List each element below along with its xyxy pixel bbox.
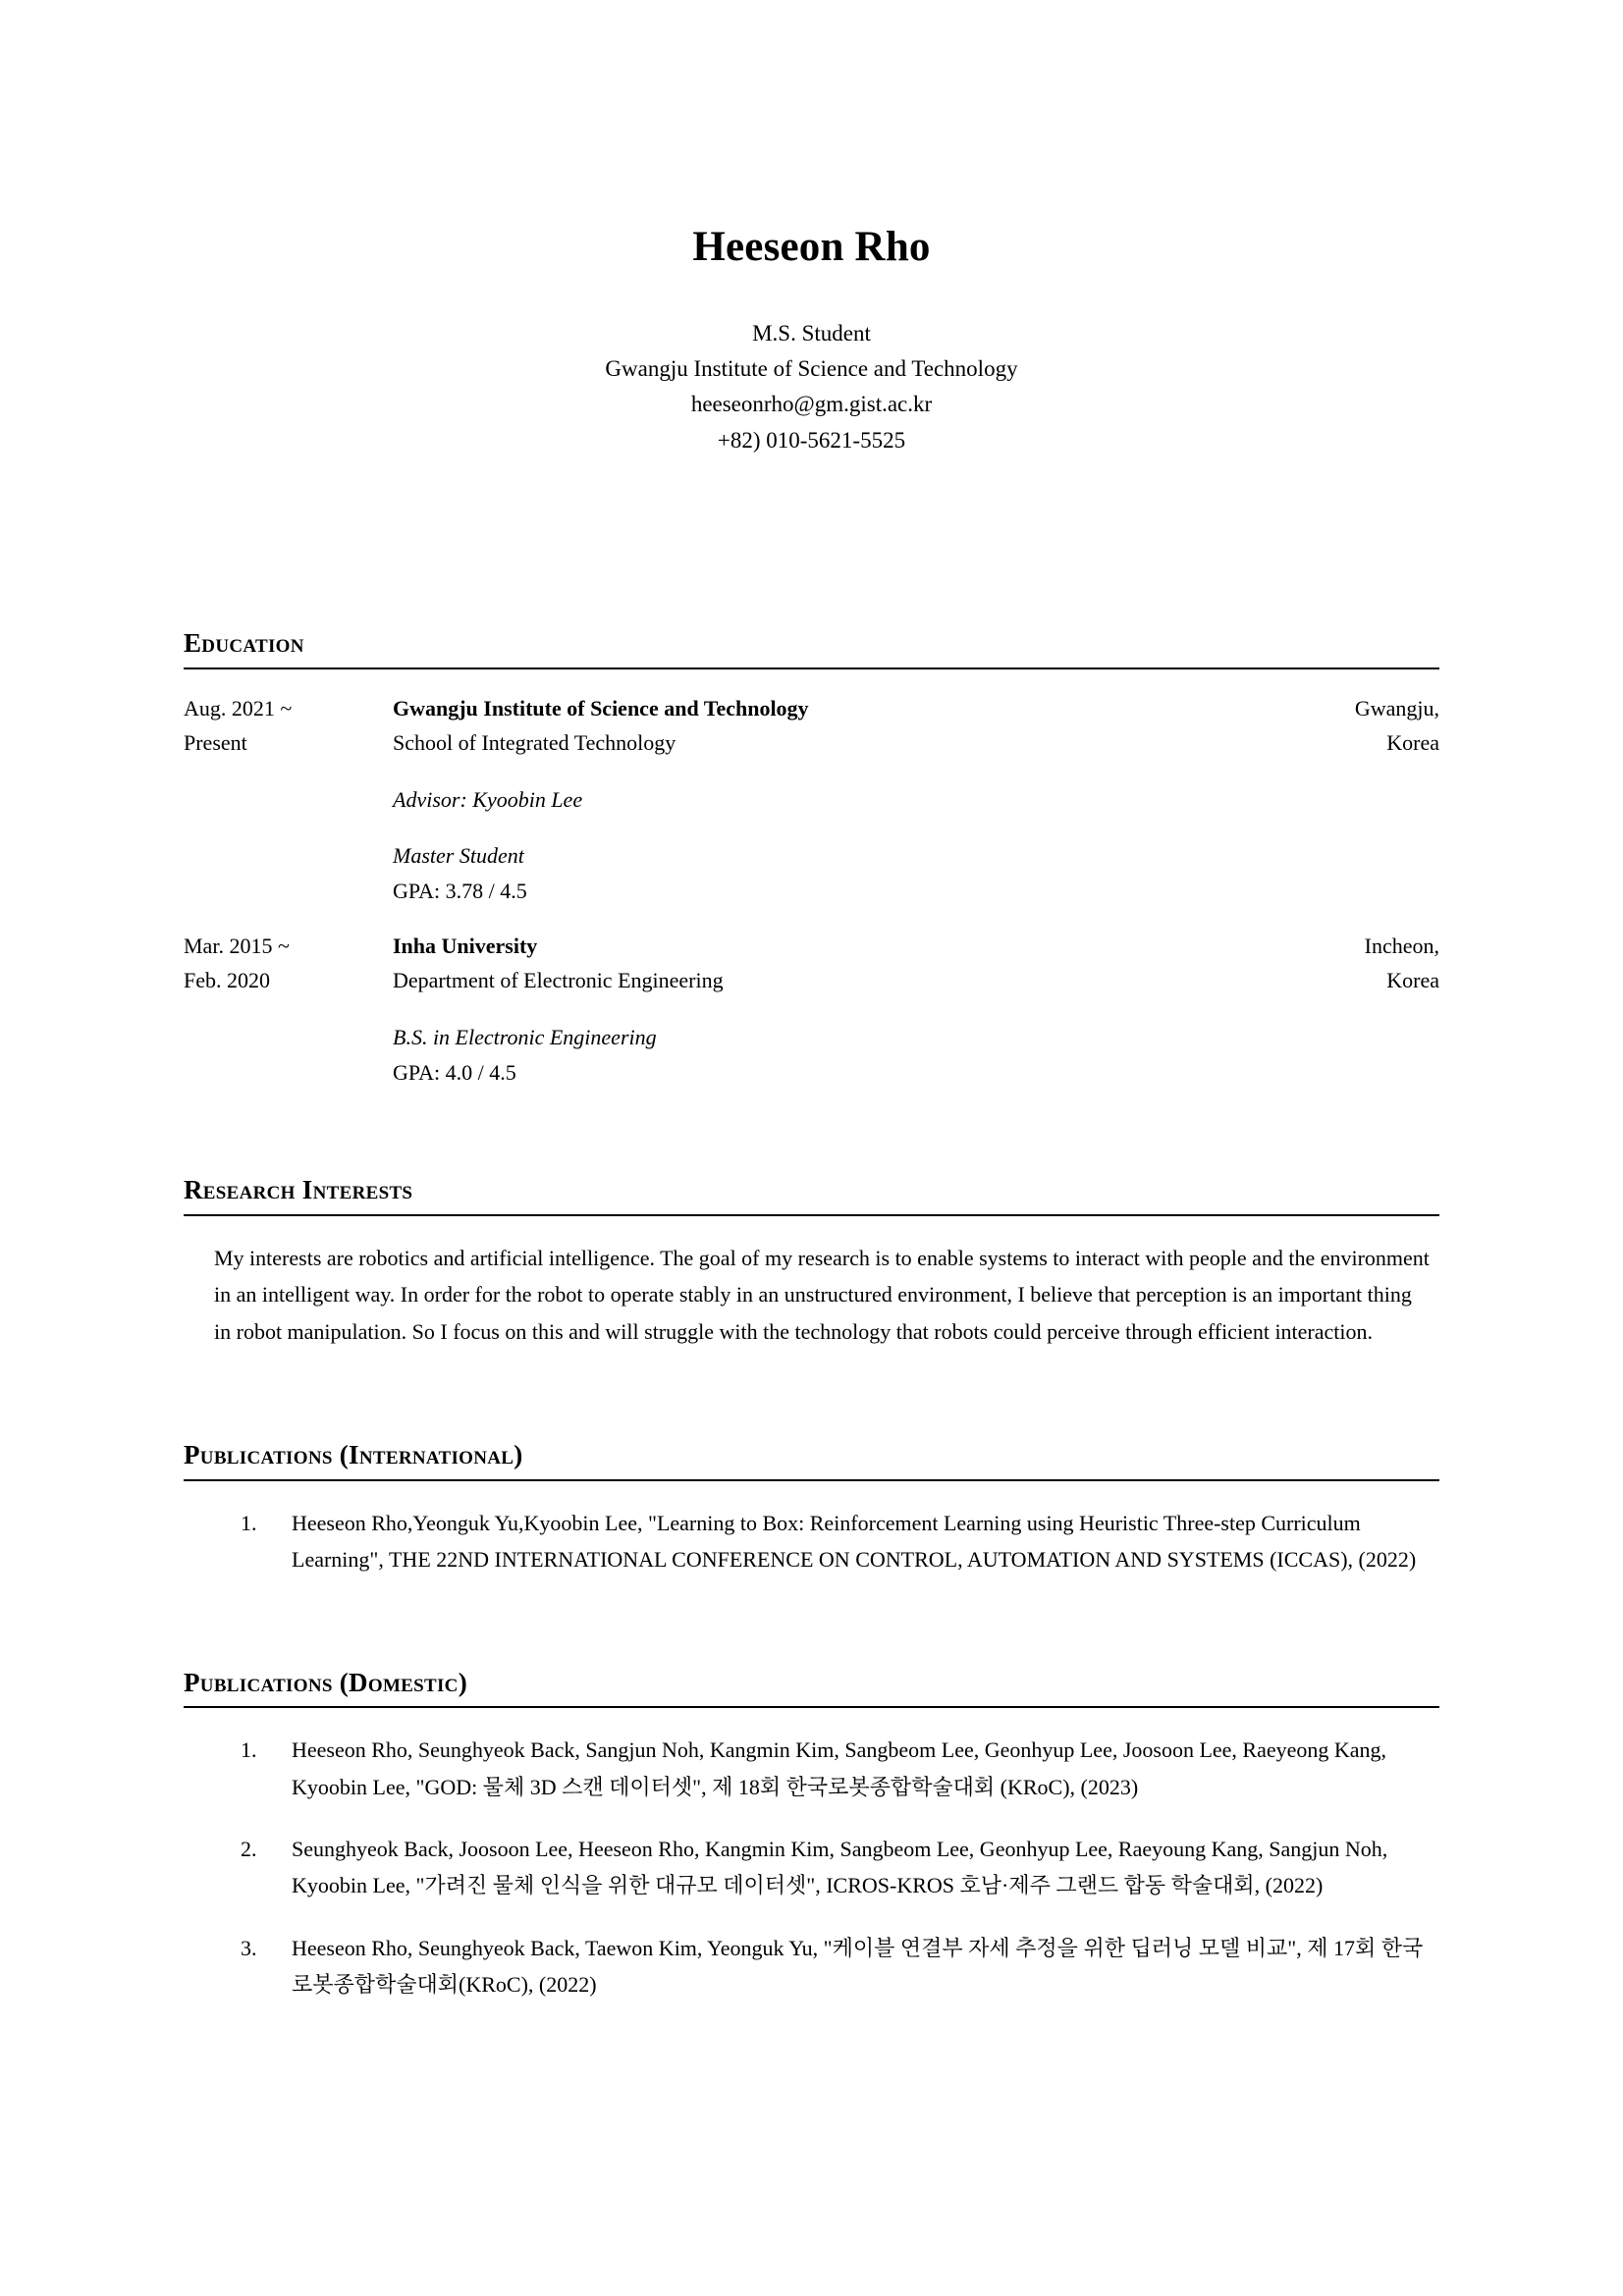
education-location (1214, 929, 1439, 998)
education-date-start: Mar. 2015 ~ (184, 933, 290, 958)
education-degree: B.S. in Electronic Engineering (393, 1024, 657, 1049)
section-heading-publications-international: Publications (International) (184, 1440, 523, 1470)
education-list (184, 691, 1439, 1091)
section-publications-international (184, 1441, 1439, 1577)
contact-block (184, 316, 1439, 458)
list-item (184, 1505, 1439, 1578)
publication-citation: Heeseon Rho, Seunghyeok Back, Sangjun Noh, Kangmin Kim, Sangbeom Lee, Geonhyup Lee, Joosoon Lee, Raeyeong Kang, Kyoobin Lee, "GOD: 물체 3D 스캔 데이터셋", 제 18회 한국로봇종합학술대회 (KRoC), (2023) (292, 1737, 1387, 1799)
list-item (184, 1732, 1439, 1805)
section-divider (184, 1214, 1439, 1216)
research-interests-body: My interests are robotics and artificial intelligence. The goal of my research is to enable systems to interact with people and the environment in an intelligent way. In order for the robot to operate stably in an unstructured environment, I believe that perception is an important thing in robot manipulation. So I focus on this and will struggle with the technology that robots could perceive through efficient interaction. (214, 1245, 1430, 1344)
list-item (184, 1930, 1439, 2003)
education-gpa: GPA: 4.0 / 4.5 (393, 1059, 516, 1085)
section-heading-education: Education (184, 627, 304, 658)
education-department: Department of Electronic Engineering (393, 968, 724, 993)
contact-affiliation: Gwangju Institute of Science and Technology (605, 355, 1018, 381)
section-divider (184, 667, 1439, 669)
section-publications-domestic (184, 1669, 1439, 2003)
list-item-number: 2. (241, 1837, 257, 1862)
education-date-start: Aug. 2021 ~ (184, 695, 293, 721)
education-details (393, 691, 1214, 909)
publications-domestic-list (184, 1732, 1439, 2002)
section-divider (184, 1706, 1439, 1708)
education-department: School of Integrated Technology (393, 730, 676, 756)
publication-citation: Seunghyeok Back, Joosoon Lee, Heeseon Rho, Kangmin Kim, Sangbeom Lee, Geonhyup Lee, Raeyoung Kang, Sangjun Noh, Kyoobin Lee, "가려진 물체 인식을 위한 대규모 데이터셋", ICROS-KROS 호남·제주 그랜드 합동 학술대회, (2022) (292, 1837, 1388, 1898)
education-entry (184, 929, 1439, 1091)
education-date-end: Present (184, 730, 247, 756)
education-degree: Master Student (393, 843, 524, 869)
contact-phone: +82) 010-5621-5525 (717, 427, 906, 453)
education-location (1214, 691, 1439, 761)
list-item-number: 1. (241, 1510, 257, 1535)
education-location-country: Korea (1386, 968, 1439, 993)
education-location-city: Gwangju, (1354, 695, 1439, 721)
education-entry (184, 691, 1439, 909)
education-details (393, 929, 1214, 1091)
education-school: Gwangju Institute of Science and Technology (393, 695, 809, 721)
education-date (184, 929, 393, 998)
contact-role: M.S. Student (752, 320, 871, 346)
publication-citation: Heeseon Rho,Yeonguk Yu,Kyoobin Lee, "Learning to Box: Reinforcement Learning using Heuristic Three-step Curriculum Learning", THE 22ND INTERNATIONAL CONFERENCE ON CONTROL, AUTOMATION AND SYSTEMS (ICCAS), (2022) (292, 1510, 1417, 1573)
section-divider (184, 1479, 1439, 1481)
section-heading-research-interests: Research Interests (184, 1175, 413, 1205)
section-heading-publications-domestic: Publications (Domestic) (184, 1667, 467, 1697)
education-location-country: Korea (1386, 730, 1439, 756)
cv-header (184, 0, 1439, 458)
contact-email[interactable]: heeseonrho@gm.gist.ac.kr (690, 392, 933, 417)
page-title: Heeseon Rho (692, 224, 931, 270)
education-gpa: GPA: 3.78 / 4.5 (393, 879, 527, 904)
list-item (184, 1831, 1439, 1904)
section-education (184, 629, 1439, 1090)
section-research-interests (184, 1176, 1439, 1350)
list-item-number: 3. (241, 1935, 257, 1960)
education-date-end: Feb. 2020 (184, 968, 270, 993)
education-advisor: Advisor: Kyoobin Lee (393, 786, 583, 812)
education-date (184, 691, 393, 761)
education-location-city: Incheon, (1364, 933, 1439, 958)
list-item-number: 1. (241, 1737, 257, 1763)
publications-international-list (184, 1505, 1439, 1578)
education-school: Inha University (393, 933, 538, 958)
publication-citation: Heeseon Rho, Seunghyeok Back, Taewon Kim, Yeonguk Yu, "케이블 연결부 자세 추정을 위한 딥러닝 모델 비교", 제 17회 한국로봇종합학술대회(KRoC), (2022) (292, 1935, 1424, 1998)
